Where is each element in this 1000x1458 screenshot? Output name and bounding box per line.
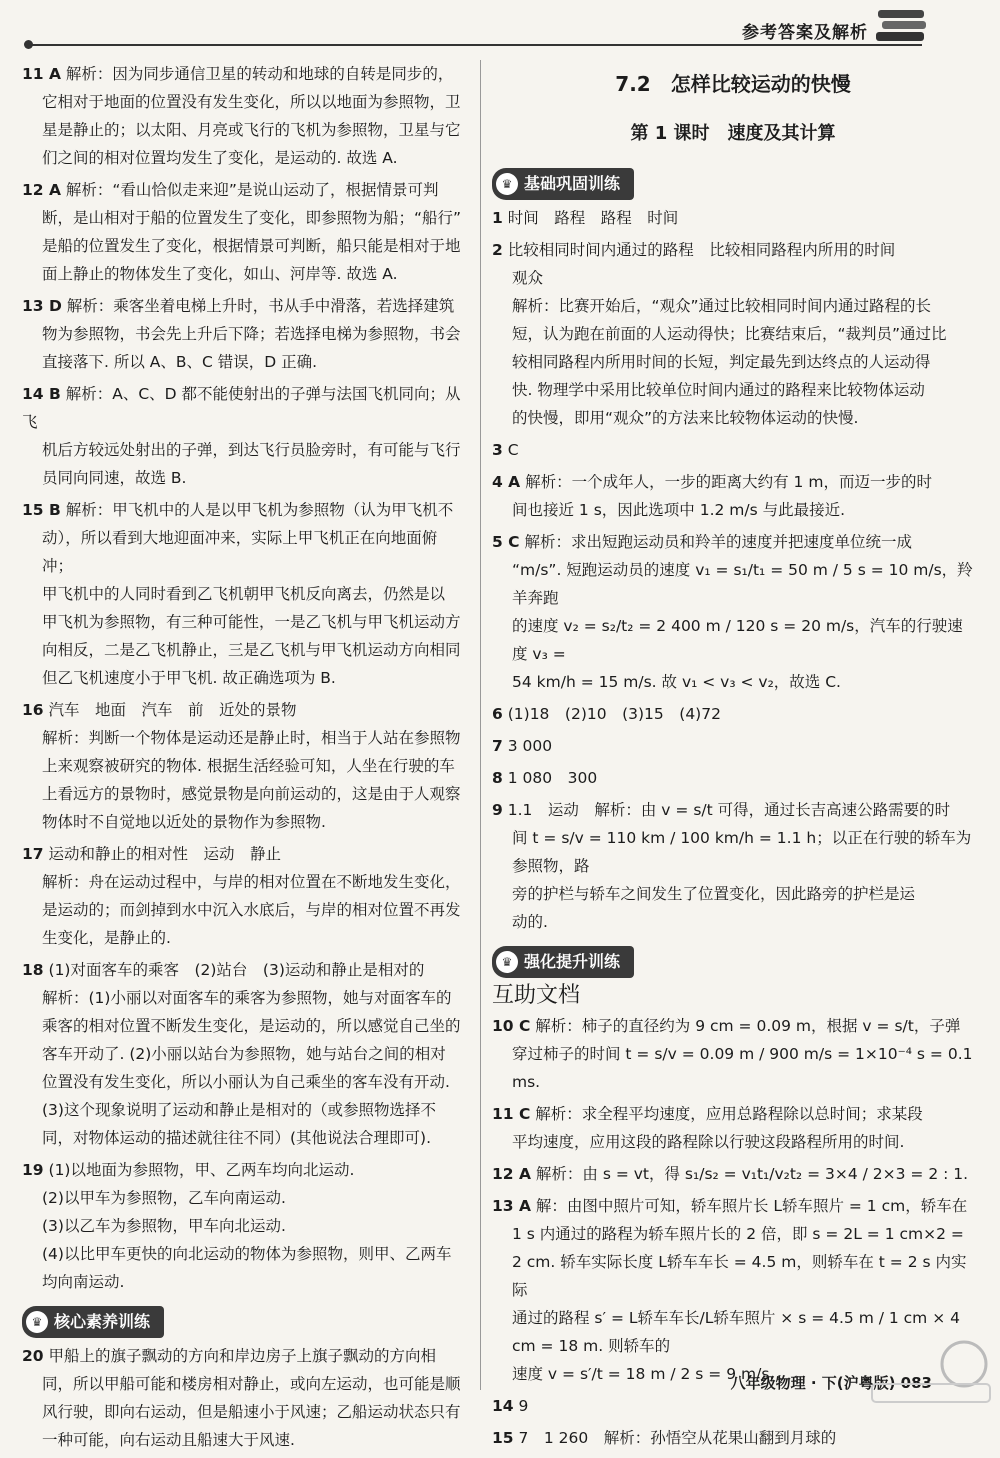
- answer-line: [22, 204, 468, 232]
- answer-entry: [492, 528, 974, 696]
- answer-line: [492, 1220, 974, 1248]
- answer-text: 平均速度，应用这段的路程除以行驶这段路程所用的时间.: [512, 1133, 905, 1151]
- answer-text: 汽车 地面 汽车 前 近处的景物: [48, 701, 297, 719]
- crown-icon: ♛: [496, 173, 518, 195]
- answer-number: 7: [492, 737, 503, 755]
- answer-text: 上看远方的景物时，感觉景物是向前运动的，这是由于人观察: [42, 785, 461, 803]
- answer-entry: [22, 1156, 468, 1296]
- answer-number: 6: [492, 705, 503, 723]
- answer-site-badge-icon: [864, 1336, 994, 1406]
- watermark-text: 互助文档: [492, 983, 581, 1008]
- answer-text: “m/s”. 短跑运动员的速度 v₁ = s₁/t₁ = 50 m / 5 s = 10 m/s，羚羊奔跑: [512, 561, 973, 607]
- answer-line: [492, 556, 974, 612]
- answer-line: [22, 1426, 468, 1454]
- answer-entry: [22, 176, 468, 288]
- answer-text: 位置没有发生变化，所以小丽认为自己乘坐的客车没有开动.: [42, 1073, 450, 1091]
- answer-text: 解析：一个成年人，一步的距离大约有 1 m，而迈一步的时: [525, 473, 932, 491]
- answer-entry: [492, 1424, 974, 1452]
- answer-line: [492, 732, 974, 760]
- answer-text: (3)以乙车为参照物，甲车向北运动.: [42, 1217, 286, 1235]
- answer-entry: [492, 468, 974, 524]
- answer-number: 2: [492, 241, 503, 259]
- answer-text: 1.1 运动 解析：由 v = s/t 可得，通过长吉高速公路需要的时: [507, 801, 951, 819]
- answer-number: 5 C: [492, 533, 520, 551]
- answer-entry: [492, 1160, 974, 1188]
- answer-text: 时间 路程 路程 时间: [507, 209, 679, 227]
- answer-number: 3: [492, 441, 503, 459]
- answer-line: [492, 908, 974, 936]
- answer-number: 13 A: [492, 1197, 531, 1215]
- answer-text: (1)以地面为参照物，甲、乙两车均向北运动.: [48, 1161, 355, 1179]
- answer-line: [22, 1096, 468, 1124]
- answer-text: 星是静止的；以太阳、月亮或飞行的飞机为参照物，卫星与它: [42, 121, 461, 139]
- answer-line: [22, 176, 468, 204]
- answer-entry: [22, 496, 468, 692]
- answer-line: [22, 144, 468, 172]
- answer-line: [492, 764, 974, 792]
- answer-line: [22, 436, 468, 464]
- answer-line: [22, 1012, 468, 1040]
- answer-text: 观众: [512, 269, 544, 287]
- column-divider: [480, 60, 481, 1390]
- answer-text: 动），所以看到大地迎面冲来，实际上甲飞机正在向地面俯冲；: [42, 529, 438, 575]
- answer-entry: [22, 956, 468, 1152]
- answer-line: [492, 1100, 974, 1128]
- answer-text: 解析：比赛开始后，“观众”通过比较相同时间内通过路程的长: [512, 297, 932, 315]
- answer-text: 均向南运动.: [42, 1273, 125, 1291]
- answer-text: 动的.: [512, 913, 548, 931]
- answer-line: [492, 1192, 974, 1220]
- answer-line: [492, 436, 974, 464]
- section-banner: [492, 946, 634, 978]
- answer-entry: [492, 700, 974, 728]
- answer-text: 的快慢，即用“观众”的方法来比较物体运动的快慢.: [512, 409, 859, 427]
- answer-entry: [22, 1342, 468, 1454]
- answer-line: [22, 524, 468, 580]
- answer-line: [22, 496, 468, 524]
- answer-text: 客车开动了. (2)小丽以站台为参照物，她与站台之间的相对: [42, 1045, 446, 1063]
- answer-text: C: [507, 441, 519, 459]
- answer-line: [22, 1124, 468, 1152]
- answer-entry: [22, 380, 468, 492]
- answer-number: 20: [22, 1347, 44, 1365]
- answer-line: [22, 580, 468, 608]
- answer-text: 是运动的；而剑掉到水中沉入水底后，与岸的相对位置不再发: [42, 901, 461, 919]
- answer-text: 7 1 260 解析：孙悟空从花果山翻到月球的: [518, 1429, 837, 1447]
- answer-text: 通过的路程 s′ = L轿车车长/L轿车照片 × s = 4.5 m / 1 cm × 4 cm = 18 m. 则轿车的: [512, 1309, 960, 1355]
- footer-page-label: 八年级物理 · 下(沪粤版) 083: [730, 1374, 932, 1392]
- answer-text: 解析：甲飞机中的人是以甲飞机为参照物（认为甲飞机不: [65, 501, 454, 519]
- answer-line: [22, 1184, 468, 1212]
- section-banner: [22, 1306, 164, 1338]
- answer-line: [492, 612, 974, 668]
- answer-text: (1)18 (2)10 (3)15 (4)72: [507, 705, 721, 723]
- answer-line: [22, 260, 468, 288]
- answer-text: 解析：A、C、D 都不能使射出的子弹与法国飞机同向；从飞: [22, 385, 461, 431]
- answer-line: [22, 664, 468, 692]
- answer-number: 1: [492, 209, 503, 227]
- answer-entry: [492, 204, 974, 232]
- answer-number: 9: [492, 801, 503, 819]
- answer-text: 断，是山相对于船的位置发生了变化，即参照物为船；“船行”: [42, 209, 462, 227]
- answer-text: 解析：因为同步通信卫星的转动和地球的自转是同步的，: [65, 65, 454, 83]
- answer-text: 甲船上的旗子飘动的方向和岸边房子上旗子飘动的方向相: [48, 1347, 437, 1365]
- answer-line: [22, 60, 468, 88]
- answer-text: (3)这个现象说明了运动和静止是相对的（或参照物选择不: [42, 1101, 436, 1119]
- answer-line: [492, 1128, 974, 1156]
- answer-text: 物体时不自觉地以近处的景物作为参照物.: [42, 813, 326, 831]
- lesson-title: 7.2 怎样比较运动的快慢: [615, 72, 851, 96]
- answer-text: 同，对物体运动的描述就往往不同）(其他说法合理即可).: [42, 1129, 432, 1147]
- answer-line: [492, 824, 974, 880]
- answer-text: 1 s 内通过的路程为轿车照片长的 2 倍，即 s = 2L = 1 cm×2 =: [512, 1225, 964, 1243]
- answer-text: 是船的位置发生了变化，根据情景可判断，船只能是相对于地: [42, 237, 461, 255]
- answer-entry: [22, 292, 468, 376]
- answer-text: 解析：判断一个物体是运动还是静止时，相当于人站在参照物: [42, 729, 461, 747]
- answer-text: 甲飞机为参照物，有三种可能性，一是乙飞机与甲飞机运动方: [42, 613, 461, 631]
- answer-line: [22, 1268, 468, 1296]
- answer-line: [22, 956, 468, 984]
- answer-line: [492, 700, 974, 728]
- answer-text: 解：由图中照片可知，轿车照片长 L轿车照片 = 1 cm，轿车在: [535, 1197, 968, 1215]
- answer-line: [492, 376, 974, 404]
- answer-line: [22, 636, 468, 664]
- answer-text: 短，认为跑在前面的人运动得快；比赛结束后，“裁判员”通过比: [512, 325, 947, 343]
- answer-text: 旁的护栏与轿车之间发生了位置变化，因此路旁的护栏是运: [512, 885, 916, 903]
- answer-line: [492, 204, 974, 232]
- answer-line: [22, 1240, 468, 1268]
- answer-line: [22, 1342, 468, 1370]
- answer-line: [22, 608, 468, 636]
- answer-line: [22, 868, 468, 896]
- answer-number: 12 A: [492, 1165, 531, 1183]
- crown-icon: ♛: [496, 951, 518, 973]
- answer-text: 解析：“看山恰似走来迎”是说山运动了，根据情景可判: [65, 181, 439, 199]
- header-rule: [28, 44, 922, 46]
- answer-entry: [492, 236, 974, 432]
- answer-number: 18: [22, 961, 44, 979]
- section-banner-label: 基础巩固训练: [524, 174, 621, 193]
- answer-text: (1)对面客车的乘客 (2)站台 (3)运动和静止是相对的: [48, 961, 425, 979]
- answer-line: [22, 1156, 468, 1184]
- answer-text: 54 km/h = 15 m/s. 故 v₁ < v₃ < v₂，故选 C.: [512, 673, 841, 691]
- answer-number: 12 A: [22, 181, 61, 199]
- answer-line: [22, 292, 468, 320]
- answer-text: 向相反，二是乙飞机静止，三是乙飞机与甲飞机运动方向相同: [42, 641, 461, 659]
- answer-line: [492, 1424, 974, 1452]
- answer-line: [22, 780, 468, 808]
- answer-text: 同，所以甲船可能和楼房相对静止，或向左运动，也可能是顺: [42, 1375, 461, 1393]
- answer-text: 解析：求出短跑运动员和羚羊的速度并把速度单位统一成: [524, 533, 913, 551]
- answer-line: [22, 1370, 468, 1398]
- answer-text: 风行驶，即向右运动，但是船速小于风速；乙船运动状态只有: [42, 1403, 461, 1421]
- answer-line: [22, 924, 468, 952]
- answer-text: 解析：求全程平均速度，应用总路程除以总时间；求某段: [535, 1105, 923, 1123]
- answer-entry: [492, 796, 974, 936]
- answer-number: 14 B: [22, 385, 61, 403]
- answer-line: [492, 668, 974, 696]
- answer-entry: [492, 436, 974, 464]
- answer-text: 间 t = s/v = 110 km / 100 km/h = 1.1 h；以正在行驶的轿车为参照物，路: [512, 829, 972, 875]
- answer-text: 2 cm. 轿车实际长度 L轿车车长 = 4.5 m，则轿车在 t = 2 s 内实际: [512, 1253, 967, 1299]
- answer-line: [492, 796, 974, 824]
- answer-line: [492, 1040, 974, 1096]
- answer-number: 4 A: [492, 473, 521, 491]
- answer-number: 19: [22, 1161, 44, 1179]
- answer-line: [492, 1012, 974, 1040]
- answer-text: 面上静止的物体发生了变化，如山、河岸等. 故选 A.: [42, 265, 398, 283]
- answer-text: 甲飞机中的人同时看到乙飞机朝甲飞机反向离去，仍然是以: [42, 585, 446, 603]
- answer-text: 它相对于地面的位置没有发生变化，所以以地面为参照物，卫: [42, 93, 461, 111]
- answer-text: (4)以比甲车更快的向北运动的物体为参照物，则甲、乙两车: [42, 1245, 452, 1263]
- answer-text: 速度 v = s′/t = 18 m / 2 s = 9 m/s.: [512, 1365, 775, 1383]
- header-title: 参考答案及解析: [742, 23, 868, 43]
- left-column: [22, 60, 468, 1458]
- answer-line: [492, 264, 974, 292]
- answer-line: [22, 696, 468, 724]
- answer-line: [492, 348, 974, 376]
- section-banner-label: 核心素养训练: [54, 1312, 151, 1331]
- answer-line: [22, 984, 468, 1012]
- answer-line: [22, 1068, 468, 1096]
- answer-number: 15: [492, 1429, 514, 1447]
- answer-text: 的速度 v₂ = s₂/t₂ = 2 400 m / 120 s = 20 m/s，汽车的行驶速度 v₃ =: [512, 617, 963, 663]
- section-banner: [492, 168, 634, 200]
- answer-line: [492, 236, 974, 264]
- answer-text: 解析：柿子的直径约为 9 cm = 0.09 m，根据 v = s/t，子弹: [535, 1017, 961, 1035]
- answer-text: 较相同路程内所用时间的长短，判定最先到达终点的人运动得: [512, 353, 931, 371]
- answer-line: [22, 752, 468, 780]
- answer-text: 运动和静止的相对性 运动 静止: [48, 845, 282, 863]
- answer-text: 上来观察被研究的物体. 根据生活经验可知，人坐在行驶的车: [42, 757, 455, 775]
- answer-number: 17: [22, 845, 44, 863]
- answer-text: 比较相同时间内通过的路程 比较相同路程内所用的时间: [507, 241, 896, 259]
- answer-text: 解析：由 s = vt，得 s₁/s₂ = v₁t₁/v₂t₂ = 3×4 / 2×3 = 2 : 1.: [535, 1165, 969, 1183]
- answer-text: 生变化，是静止的.: [42, 929, 171, 947]
- answer-text: 解析：乘客坐着电梯上升时，书从手中滑落，若选择建筑: [66, 297, 455, 315]
- answer-line: [22, 1040, 468, 1068]
- crown-icon: ♛: [26, 1311, 48, 1333]
- answer-line: [22, 896, 468, 924]
- answer-line: [22, 88, 468, 116]
- answer-text: 1 080 300: [507, 769, 598, 787]
- answer-entry: [492, 732, 974, 760]
- answer-text: 但乙飞机速度小于甲飞机. 故正确选项为 B.: [42, 669, 336, 687]
- answer-text: 穿过柿子的时间 t = s/v = 0.09 m / 900 m/s = 1×10⁻⁴ s = 0.1 ms.: [512, 1045, 973, 1091]
- answer-entry: [492, 764, 974, 792]
- answer-text: 一种可能，向右运动且船速大于风速.: [42, 1431, 295, 1449]
- answer-entry: [22, 60, 468, 172]
- answer-line: [22, 808, 468, 836]
- answer-line: [492, 292, 974, 320]
- answer-text: 9: [518, 1397, 529, 1415]
- answer-line: [22, 348, 468, 376]
- answer-line: [22, 1398, 468, 1426]
- answer-line: [492, 1160, 974, 1188]
- answer-text: 们之间的相对位置均发生了变化，是运动的. 故选 A.: [42, 149, 398, 167]
- answer-line: [22, 724, 468, 752]
- answer-line: [22, 464, 468, 492]
- answer-line: [492, 496, 974, 524]
- answer-entry: [22, 696, 468, 836]
- answer-number: 15 B: [22, 501, 61, 519]
- answer-text: 直接落下. 所以 A、B、C 错误，D 正确.: [42, 353, 318, 371]
- answer-line: [492, 1248, 974, 1304]
- answer-line: [492, 320, 974, 348]
- answer-text: 3 000: [507, 737, 553, 755]
- answer-line: [492, 404, 974, 432]
- answer-line: [492, 880, 974, 908]
- answer-text: 解析：舟在运动过程中，与岸的相对位置在不断地发生变化，: [42, 873, 461, 891]
- answer-number: 16: [22, 701, 44, 719]
- answer-line: [22, 232, 468, 260]
- answer-line: [22, 1212, 468, 1240]
- answer-text: 解析：(1)小丽以对面客车的乘客为参照物，她与对面客车的: [42, 989, 452, 1007]
- answer-line: [492, 468, 974, 496]
- answer-text: 间也接近 1 s，因此选项中 1.2 m/s 与此最接近.: [512, 501, 846, 519]
- answer-text: 物为参照物，书会先上升后下降；若选择电梯为参照物，书会: [42, 325, 461, 343]
- answer-number: 13 D: [22, 297, 62, 315]
- books-icon: [874, 6, 930, 46]
- answer-line: [492, 528, 974, 556]
- answer-text: 机后方较远处射出的子弹，到达飞行员脸旁时，有可能与飞行: [42, 441, 461, 459]
- answer-line: [22, 380, 468, 436]
- answer-line: [22, 116, 468, 144]
- answer-text: (2)以甲车为参照物，乙车向南运动.: [42, 1189, 286, 1207]
- answer-entry: [492, 1012, 974, 1096]
- answer-text: 乘客的相对位置不断发生变化，是运动的，所以感觉自己坐的: [42, 1017, 461, 1035]
- answer-number: 10 C: [492, 1017, 531, 1035]
- answer-number: 11 C: [492, 1105, 531, 1123]
- answer-number: 11 A: [22, 65, 61, 83]
- answer-text: 员同向同速，故选 B.: [42, 469, 187, 487]
- lesson-subtitle: 第 1 课时 速度及其计算: [630, 123, 836, 144]
- section-banner-label: 强化提升训练: [524, 952, 621, 971]
- answer-entry: [22, 840, 468, 952]
- answer-number: 8: [492, 769, 503, 787]
- answer-entry: [492, 1100, 974, 1156]
- answer-line: [22, 840, 468, 868]
- answer-line: [22, 320, 468, 348]
- answer-number: 14: [492, 1397, 514, 1415]
- answer-text: 快. 物理学中采用比较单位时间内通过的路程来比较物体运动: [512, 381, 925, 399]
- right-column: [492, 60, 974, 1456]
